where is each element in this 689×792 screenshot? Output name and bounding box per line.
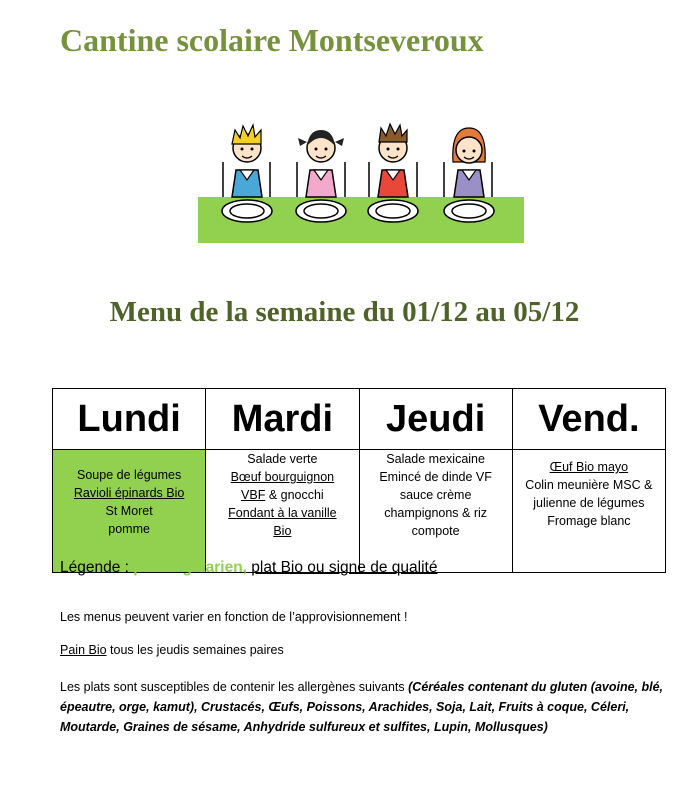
menu-line bbox=[56, 502, 202, 520]
menu-line bbox=[516, 512, 662, 530]
allergen-note bbox=[60, 677, 670, 737]
menu-line bbox=[56, 484, 202, 502]
cutlery bbox=[223, 162, 492, 197]
legend-label: Légende : bbox=[60, 559, 134, 576]
menu-line bbox=[516, 458, 662, 476]
menu-line bbox=[363, 522, 509, 540]
menu-line-text: Salade mexicaine bbox=[386, 452, 485, 466]
menu-line-text: St Moret bbox=[105, 504, 153, 518]
child-3 bbox=[378, 124, 408, 197]
menu-cell-lundi bbox=[53, 450, 206, 573]
menu-line-text: Œuf Bio mayo bbox=[549, 460, 629, 474]
menu-cell-jeudi bbox=[359, 450, 512, 573]
day-header-mardi: Mardi bbox=[206, 389, 359, 450]
menu-line-text: Colin meunière MSC & bbox=[525, 478, 653, 492]
menu-line bbox=[56, 466, 202, 484]
menu-line bbox=[209, 522, 355, 540]
menu-line-text: sauce crème bbox=[399, 488, 472, 502]
menu-line-text: compote bbox=[411, 524, 460, 538]
bread-note bbox=[60, 643, 284, 657]
children-at-table-illustration bbox=[198, 112, 524, 243]
page-title: Cantine scolaire Montseveroux bbox=[60, 22, 484, 58]
menu-line-text: pomme bbox=[108, 522, 150, 536]
menu-cell-vendredi bbox=[512, 450, 665, 573]
legend bbox=[60, 559, 437, 577]
menu-line bbox=[209, 504, 355, 522]
menu-line-text: julienne de légumes bbox=[533, 496, 645, 510]
menu-line-text: Fromage blanc bbox=[547, 514, 631, 528]
bread-bio-label: Pain Bio bbox=[60, 643, 107, 657]
menu-line-text: champignons & riz bbox=[384, 506, 488, 520]
menu-line bbox=[363, 450, 509, 468]
menu-line-text: VBF bbox=[241, 488, 266, 502]
legend-vegetarian: plat végétarien, bbox=[133, 559, 247, 576]
menu-line-text: Salade verte bbox=[247, 452, 318, 466]
menu-line-text: Fondant à la vanille bbox=[228, 506, 337, 520]
day-header-vendredi: Vend. bbox=[512, 389, 665, 450]
menu-line bbox=[209, 450, 355, 468]
menu-line-text: Soupe de légumes bbox=[77, 468, 182, 482]
allergen-list: (Céréales contenant du gluten (avoine, blé, épeautre, orge, kamut), Crustacés, Œufs, Poissons, Arachides, Soja, Lait, Fruits à coque, Céleri, Moutarde, Graines de sésame, Anhydride sulfureux et sulfites, Lupin, Mollusques) bbox=[60, 680, 664, 734]
menu-line bbox=[363, 504, 509, 522]
menu-line-text: Ravioli épinards Bio bbox=[73, 486, 185, 500]
day-header-lundi: Lundi bbox=[53, 389, 206, 450]
menu-line-text: Emincé de dinde VF bbox=[379, 470, 492, 484]
legend-bio: plat Bio ou signe de qualité bbox=[251, 559, 438, 576]
menu-line bbox=[363, 486, 509, 504]
menu-line bbox=[209, 468, 355, 486]
menu-line bbox=[56, 520, 202, 538]
weekly-menu-table bbox=[52, 388, 666, 573]
menu-line bbox=[209, 486, 355, 504]
day-header-jeudi: Jeudi bbox=[359, 389, 512, 450]
supply-note: Les menus peuvent varier en fonction de l’approvisionnement ! bbox=[60, 610, 408, 624]
week-heading: Menu de la semaine du 01/12 au 05/12 bbox=[109, 296, 580, 328]
menu-line bbox=[516, 476, 662, 494]
child-1 bbox=[232, 125, 262, 197]
menu-line-text: Bœuf bourguignon bbox=[230, 470, 335, 484]
menu-line-text: & gnocchi bbox=[265, 488, 324, 502]
menu-line bbox=[363, 468, 509, 486]
menu-line-text: Bio bbox=[273, 524, 292, 538]
menu-line bbox=[516, 494, 662, 512]
bread-note-text: tous les jeudis semaines paires bbox=[106, 643, 284, 657]
child-2 bbox=[298, 130, 344, 197]
menu-cell-mardi bbox=[206, 450, 359, 573]
allergen-intro: Les plats sont susceptibles de contenir les allergènes suivants bbox=[60, 680, 409, 694]
child-4 bbox=[453, 128, 485, 197]
